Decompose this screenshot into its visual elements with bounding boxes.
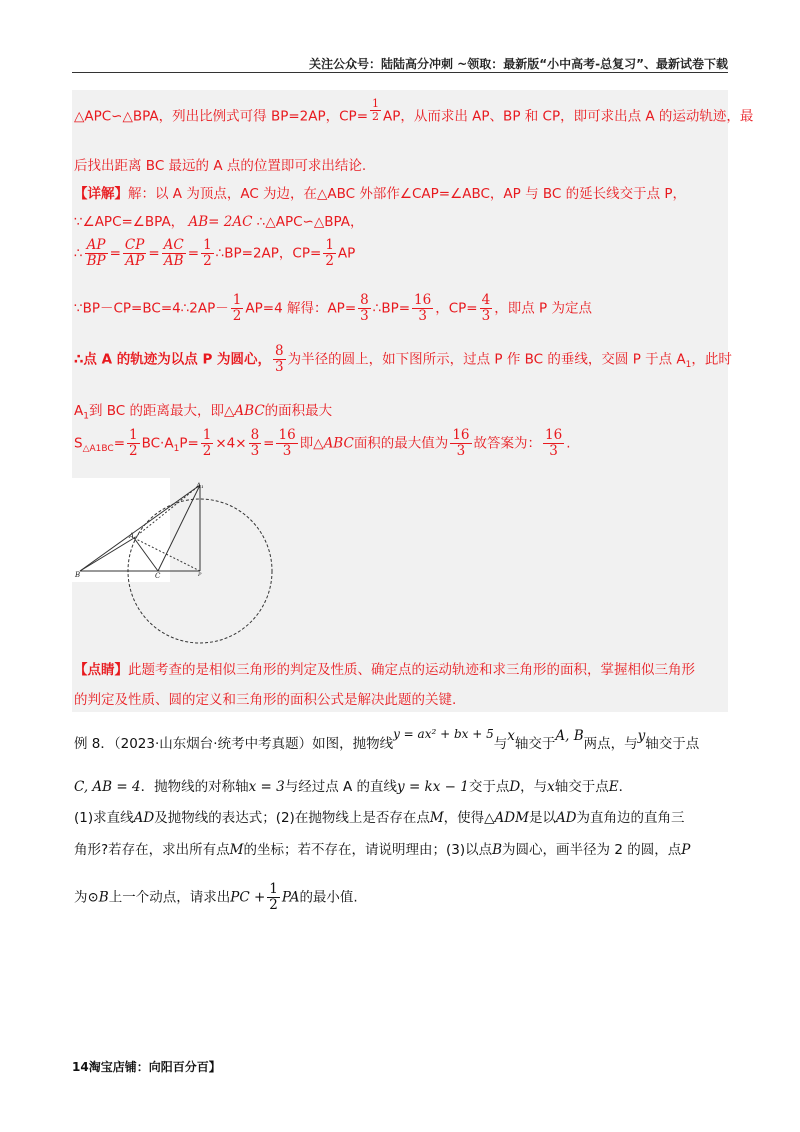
fraction: $\frac{1}{2}$ [372, 97, 380, 124]
fraction: $\frac{1}{2}$ [232, 292, 242, 324]
fraction: $\frac{4}{3}$ [481, 292, 491, 324]
detail-line-5: ∴点 A 的轨迹为以点 P 为圆心， $\frac{8}{3}$ 为半径的圆上，如下图所示，过点 P 作 BC 的垂线，交圆 P 于点 $A_1$，此时 [74, 343, 732, 375]
fraction: $\frac{16}{3}$ [452, 427, 470, 459]
detail-line-6: $A_1$到 BC 的距离最大，即△ABC的面积最大 [74, 403, 333, 422]
example-line-2: C, AB = 4．抛物线的对称轴x = 3与经过点 A 的直线y = kx − 1交于点D，与x轴交于点E． [74, 779, 633, 795]
fraction: $\frac{1}{2}$ [129, 427, 138, 459]
example-line-3: (1)求直线AD及抛物线的表达式；(2)在抛物线上是否存在点M，使得△ADM是以AD为直角边的直角三 [74, 810, 685, 826]
fraction: $\frac{1}{2}$ [202, 427, 212, 459]
fraction: $\frac{1}{2}$ [269, 881, 278, 913]
page-footer: 14淘宝店铺：向阳百分百】 [72, 1060, 221, 1074]
fraction: $\frac{8}{3}$ [250, 427, 260, 459]
fraction: $\frac{1}{2}$ [203, 237, 212, 269]
page-header: 关注公众号：陆陆高分冲刺 ~领取：最新版“小中高考-总复习”、最新试卷下载 [309, 57, 728, 71]
label-B: B [75, 571, 81, 579]
fraction: $\frac{8}{3}$ [360, 292, 369, 324]
page-number: 14 [72, 1060, 89, 1074]
analysis-line-2: 后找出距离 BC 最远的 A 点的位置即可求出结论. [74, 158, 367, 174]
example-line-5: 为⊙B上一个动点，请求出PC + $\frac{1}{2}$ PA的最小值. [74, 881, 358, 913]
detail-line-2: ∵∠APC=∠BPA， AB= 2AC ∴△APC∽△BPA， [74, 214, 364, 230]
detail-line-7: $S_{\triangle A1BC}=$ $\frac{1}{2}$ $BC\cdot A_1P=$ $\frac{1}{2}$ ×4× $\frac{8}{3}$ = $\frac{16}{3}$ 即△ABC面积的最大值为 $\frac{16}{3}$ 故答案为： $\frac{16}{3}$ . [74, 427, 571, 459]
fraction: $\frac{16}{3}$ [278, 427, 296, 459]
fraction: $\frac{16}{3}$ [414, 292, 432, 324]
detail-line-4: ∵BP－CP=BC=4∴2AP－ $\frac{1}{2}$ AP=4 解得：AP= $\frac{8}{3}$ ∴BP= $\frac{16}{3}$ ，CP= $\frac{4}{3}$ ，即点 P 为定点 [74, 292, 592, 324]
fraction: $\frac{AC}{AB}$ [163, 237, 184, 269]
detail-line-3: ∴ $\frac{AP}{BP}$ = $\frac{CP}{AP}$ = $\frac{AC}{AB}$ = $\frac{1}{2}$ ∴BP=2AP，CP= $\frac{1}{2}$ AP [74, 237, 356, 269]
comment-tag: 【点睛】 [74, 662, 128, 678]
detail-tag: 【详解】 [74, 186, 128, 202]
label-P: P [198, 572, 202, 578]
fraction: $\frac{AP}{BP}$ [86, 237, 106, 269]
geometry-figure [72, 478, 282, 650]
fraction: $\frac{1}{2}$ [325, 237, 334, 269]
label-A: A [129, 532, 135, 540]
example-line-1: 例 8．（2023·山东烟台·统考中考真题）如图，抛物线y = ax² + bx + 5与x轴交于A, B两点，与y轴交于点 [74, 727, 700, 752]
detail-line-1: 【详解】解：以 A 为顶点，AC 为边，在△ABC 外部作∠CAP=∠ABC，AP 与 BC 的延长线交于点 P， [74, 186, 687, 202]
label-A1: A₁ [196, 482, 204, 490]
example-line-4: 角形?若存在，求出所有点M的坐标；若不存在，请说明理由；(3)以点B为圆心，画半径为 2 的圆，点P [74, 842, 691, 858]
label-C: C [155, 572, 161, 580]
comment-line-1: 【点睛】此题考查的是相似三角形的判定及性质、确定点的运动轨迹和求三角形的面积，掌握相似三角形 [74, 662, 695, 678]
analysis-line-1: △APC∽△BPA，列出比例式可得 BP=2AP，CP= $\frac{1}{2}$ AP，从而求出 AP、BP 和 CP，即可求出点 A 的运动轨迹，最 [74, 97, 754, 125]
comment-line-2: 的判定及性质、圆的定义和三角形的面积公式是解决此题的关键. [74, 692, 457, 708]
fraction: $\frac{CP}{AP}$ [124, 237, 145, 269]
header-rule [72, 72, 728, 73]
fraction: $\frac{16}{3}$ [545, 427, 563, 459]
fraction: $\frac{8}{3}$ [275, 343, 284, 375]
